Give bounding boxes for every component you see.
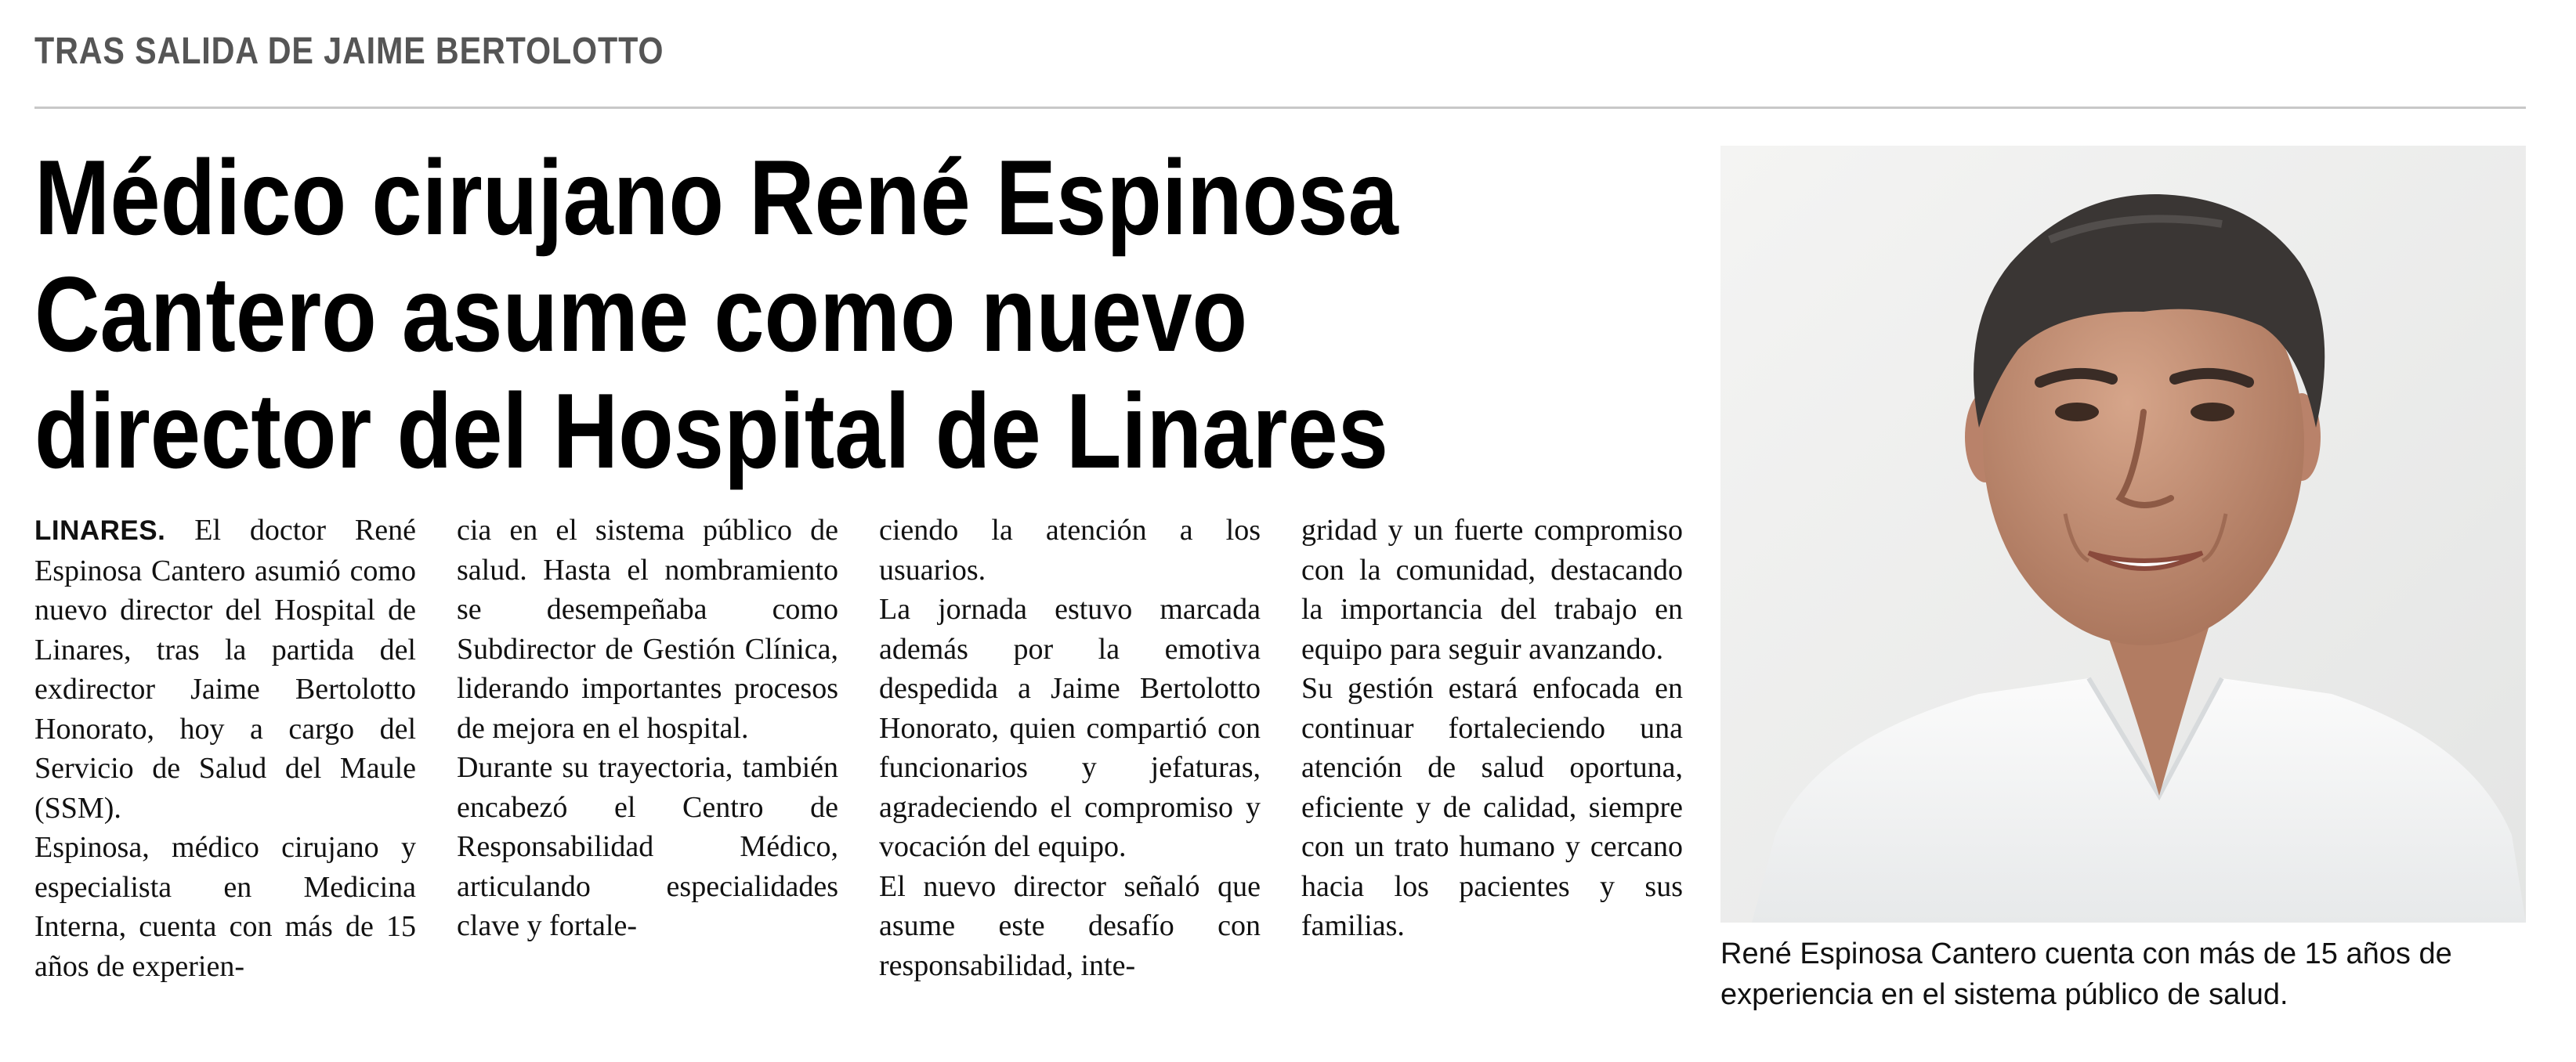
portrait-photo [1720,146,2526,923]
body-paragraph: ciendo la atención a los usuarios. [879,514,1261,587]
body-column-1 [34,511,416,1043]
body-text: El doctor René Espinosa Cantero asumió como nuevo director del Hospital de Linares, tras la partida del exdirector Jaime Bertolotto Honorato, hoy a cargo del Servicio de Salud del Maule (SSM). [34,514,416,825]
body-paragraph: cia en el sistema público de salud. Hasta el nombramiento se desempeñaba como Subdirector de Gestión Clínica, liderando importantes procesos de mejora en el hospital. [457,514,838,745]
headline-line-3: director del Hospital de Linares [34,371,1389,490]
body-paragraph: Espinosa, médico cirujano y especialista en Medicina Interna, cuenta con más de 15 años de experien- [34,831,416,983]
article-headline [34,139,1420,489]
header-divider [34,107,2526,109]
body-column-3 [879,511,1261,1043]
portrait-illustration [1720,146,2526,923]
body-paragraph: gridad y un fuerte compromiso con la comunidad, destacando la importancia del trabajo en equipo para seguir avanzando. [1301,514,1683,666]
article-body [34,511,1684,1043]
headline-line-1: Médico cirujano René Espinosa [34,138,1398,257]
photo-caption: René Espinosa Cantero cuenta con más de 15 años de experiencia en el sistema público de salud. [1720,937,2452,1011]
body-paragraph: La jornada estuvo marcada además por la emotiva despedida a Jaime Bertolotto Honorato, quien compartió con funcionarios y jefaturas, agradeciendo el compromiso y vocación del equipo. [879,593,1261,863]
body-column-2 [457,511,838,1043]
body-paragraph [34,511,416,828]
dateline: LINARES. [34,515,166,546]
article-kicker: TRAS SALIDA DE JAIME BERTOLOTTO [34,31,664,72]
body-paragraph: Durante su trayectoria, también encabezó el Centro de Responsabilidad Médico, articulando especialidades clave y fortale- [457,751,838,942]
body-paragraph: Su gestión estará enfocada en continuar fortaleciendo una atención de salud oportuna, eficiente y de calidad, siempre con un trato humano y cercano hacia los pacientes y sus familias. [1301,672,1683,942]
body-column-4 [1301,511,1683,1043]
headline-line-2: Cantero asume como nuevo [34,255,1248,374]
body-paragraph: El nuevo director señaló que asume este desafío con responsabilidad, inte- [879,869,1261,982]
